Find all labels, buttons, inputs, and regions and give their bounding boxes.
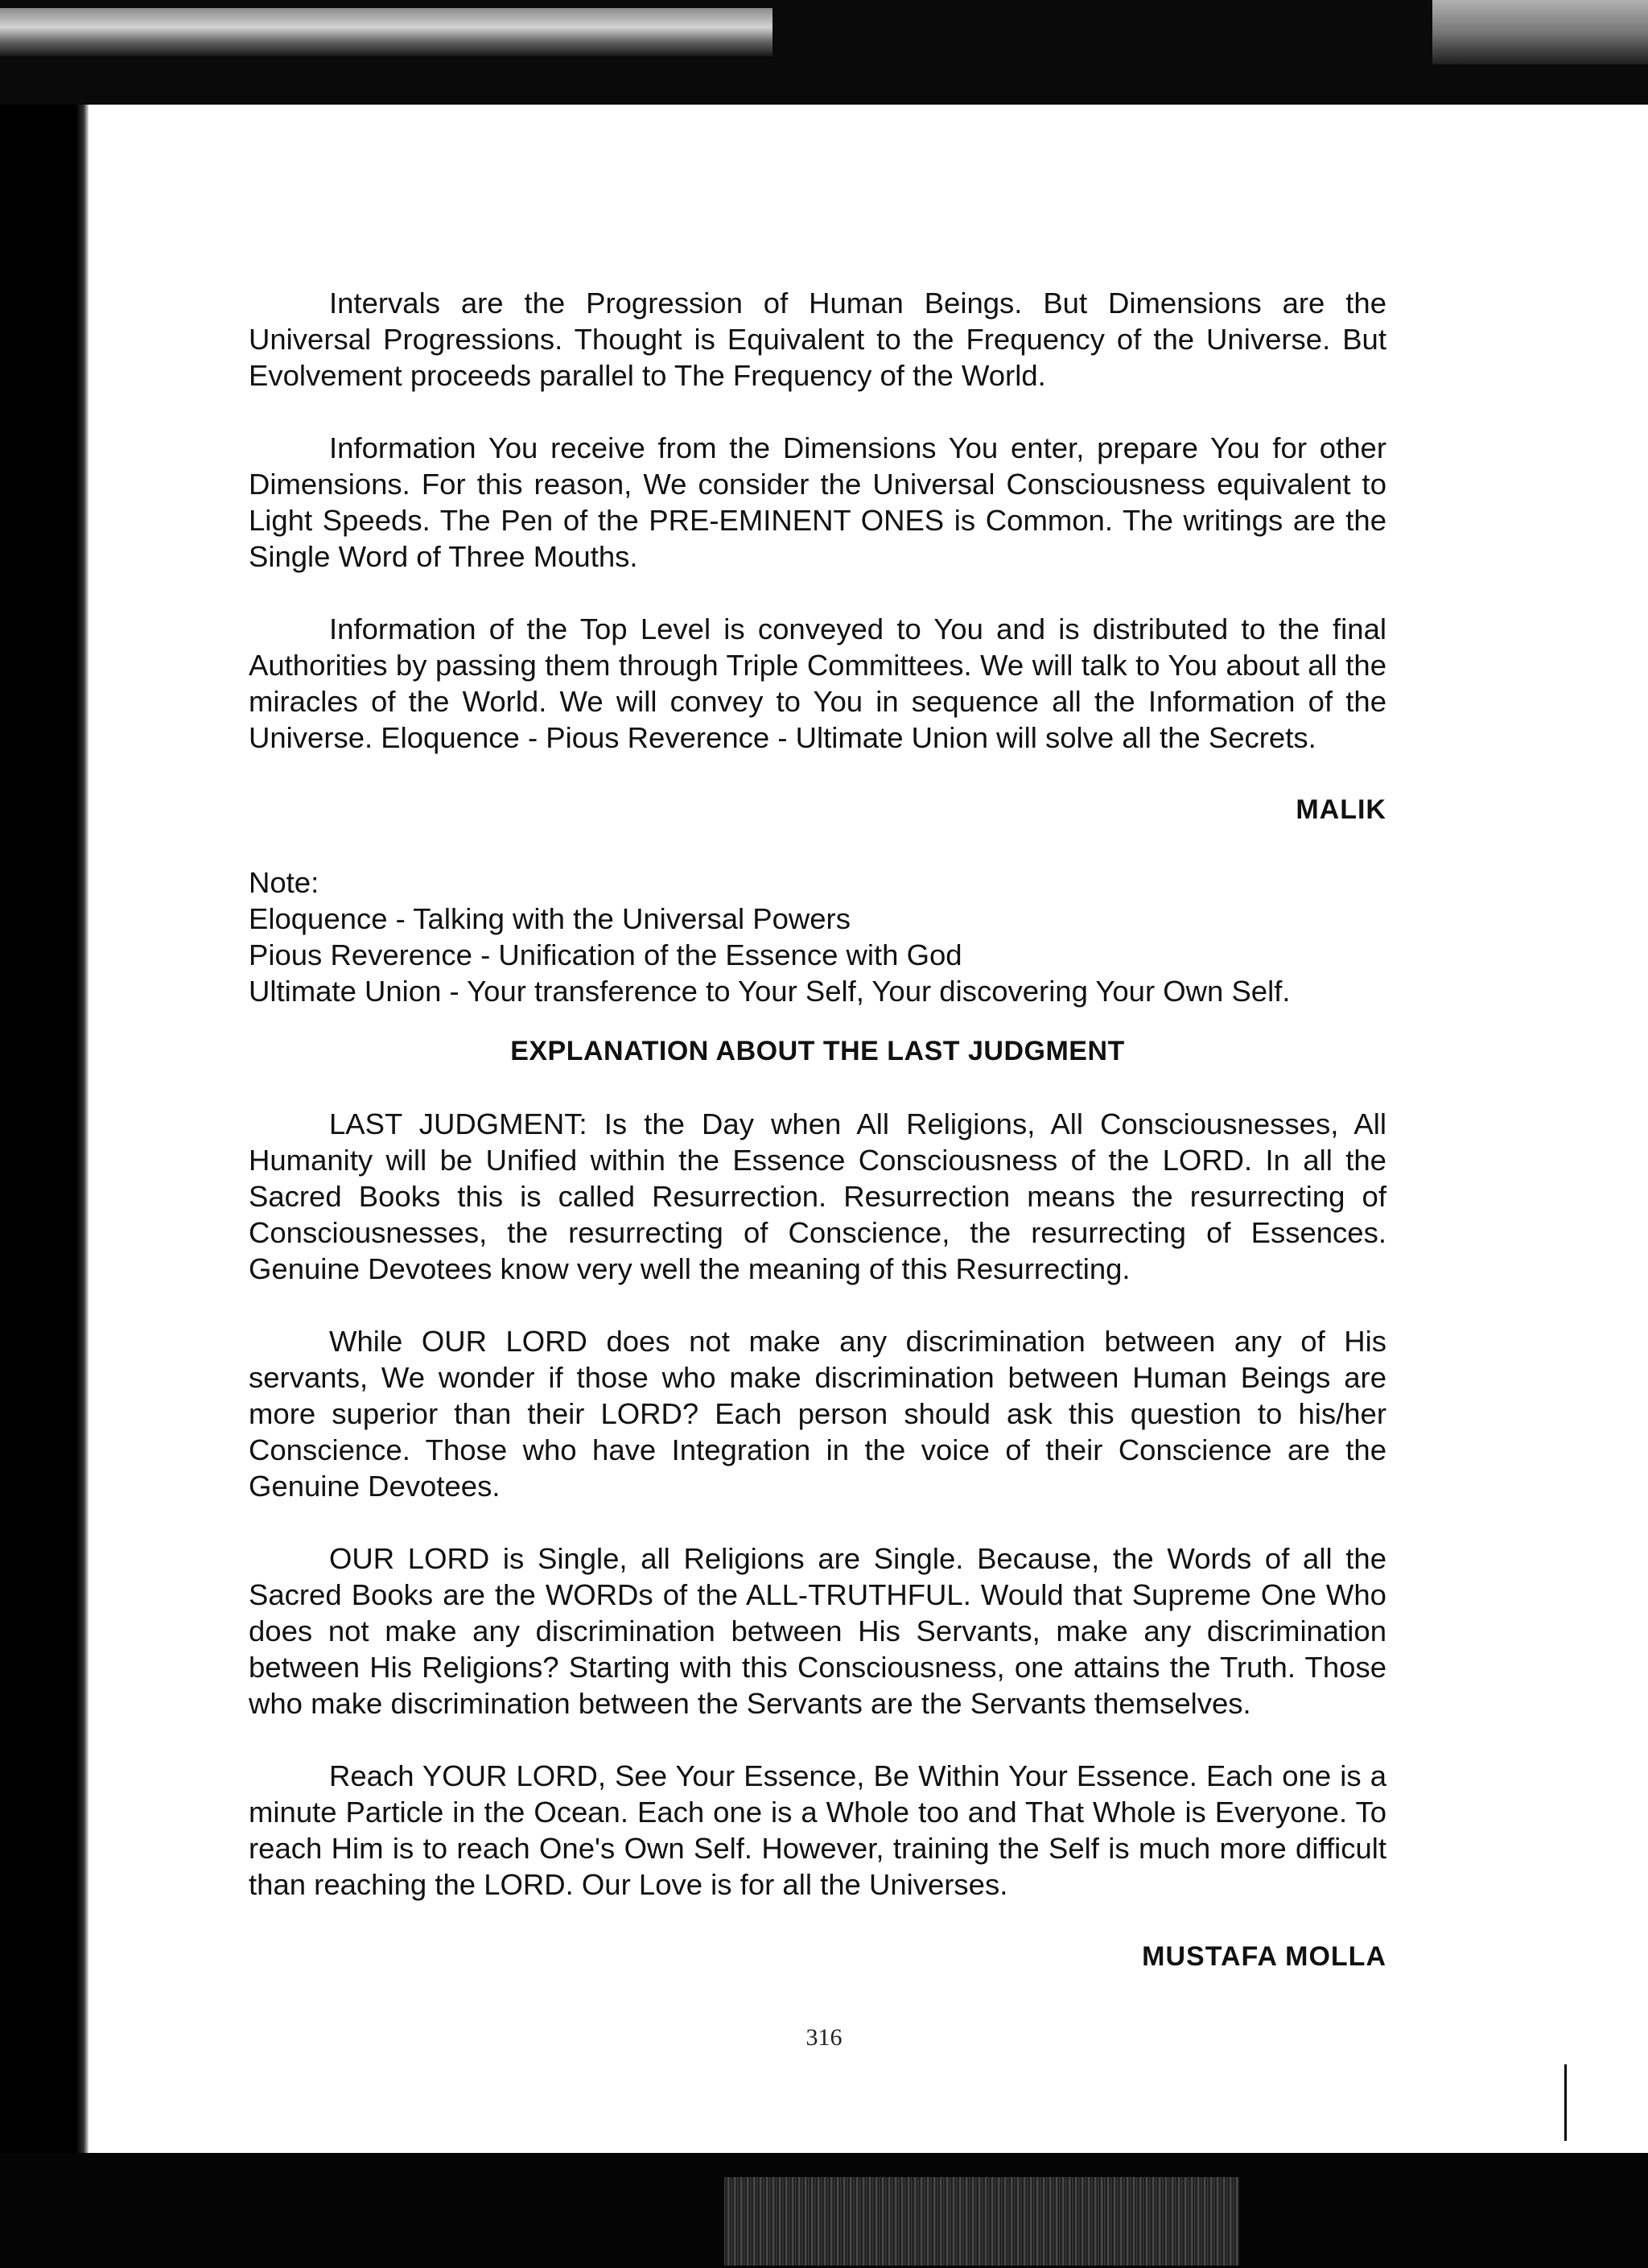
paragraph: LAST JUDGMENT: Is the Day when All Religions, All Consciousnesses, All Humanity will be Unified within the Essence Consciousness of the LORD. In all the Sacred Books this is called Resurrection. Resurrection means the resurrecting of Consciousnesses, the resurrecting of Conscience, the resurrecting of Essences. Genuine Devotees know very well the meaning of this Resurrecting. (249, 1107, 1386, 1285)
scan-artifact (1432, 0, 1648, 64)
scan-artifact (0, 8, 772, 56)
paragraph: Information of the Top Level is conveyed to You and is distributed to the final Authorities by passing them through Triple Committees. We will talk to You about all the miracles of the World. We will convey to You in sequence all the Information of the Universe. Eloquence - Pious Reverence - Ultimate Union will solve all the Secrets. (249, 612, 1386, 754)
page-number: 316 (805, 2024, 843, 2051)
scan-top-border (0, 0, 1648, 105)
scan-bottom-border (0, 2153, 1648, 2268)
scan-artifact (724, 2177, 1239, 2266)
paragraph: OUR LORD is Single, all Religions are Single. Because, the Words of all the Sacred Books are the WORDs of the ALL-TRUTHFUL. Would that Supreme One Who does not make any discrimination between His Servants, make any discrimination between His Religions? Starting with this Consciousness, one attains the Truth. Those who make discrimination between the Servants are the Servants themselves. (249, 1542, 1386, 1720)
note-label: Note: (249, 866, 319, 899)
scan-left-border (76, 105, 89, 2153)
scan-artifact (1564, 2064, 1567, 2141)
paragraph: Reach YOUR LORD, See Your Essence, Be Within Your Essence. Each one is a minute Particle in the Ocean. Each one is a Whole too and That Whole is Everyone. To reach Him is to reach One's Own Self. However, training the Self is much more difficult than reaching the LORD. Our Love is for all the Universes. (249, 1759, 1386, 1901)
note-line: Pious Reverence - Unification of the Essence with God (249, 938, 962, 971)
paragraph: Information You receive from the Dimensions You enter, prepare You for other Dimensions. For this reason, We consider the Universal Consciousness equivalent to Light Speeds. The Pen of the PRE-EMINENT ONES is Common. The writings are the Single Word of Three Mouths. (249, 431, 1386, 573)
signature-mustafa-molla: MUSTAFA MOLLA (1142, 1941, 1386, 1972)
page-content (249, 285, 1386, 2011)
paragraph: Intervals are the Progression of Human Beings. But Dimensions are the Universal Progressions. Thought is Equivalent to the Frequency of the Universe. But Evolvement proceeds parallel to The Frequency of the World. (249, 287, 1386, 392)
note-line: Ultimate Union - Your transference to Your Self, Your discovering Your Own Self. (249, 975, 1291, 1008)
note-block (249, 864, 1386, 1009)
paragraph: While OUR LORD does not make any discrimination between any of His servants, We wonder if those who make discrimination between Human Beings are more superior than their LORD? Each person should ask this question to his/her Conscience. Those who have Integration in the voice of their Conscience are the Genuine Devotees. (249, 1325, 1386, 1503)
section-heading: EXPLANATION ABOUT THE LAST JUDGMENT (510, 1036, 1125, 1066)
note-line: Eloquence - Talking with the Universal Powers (249, 902, 851, 935)
signature-malik: MALIK (1296, 794, 1386, 825)
